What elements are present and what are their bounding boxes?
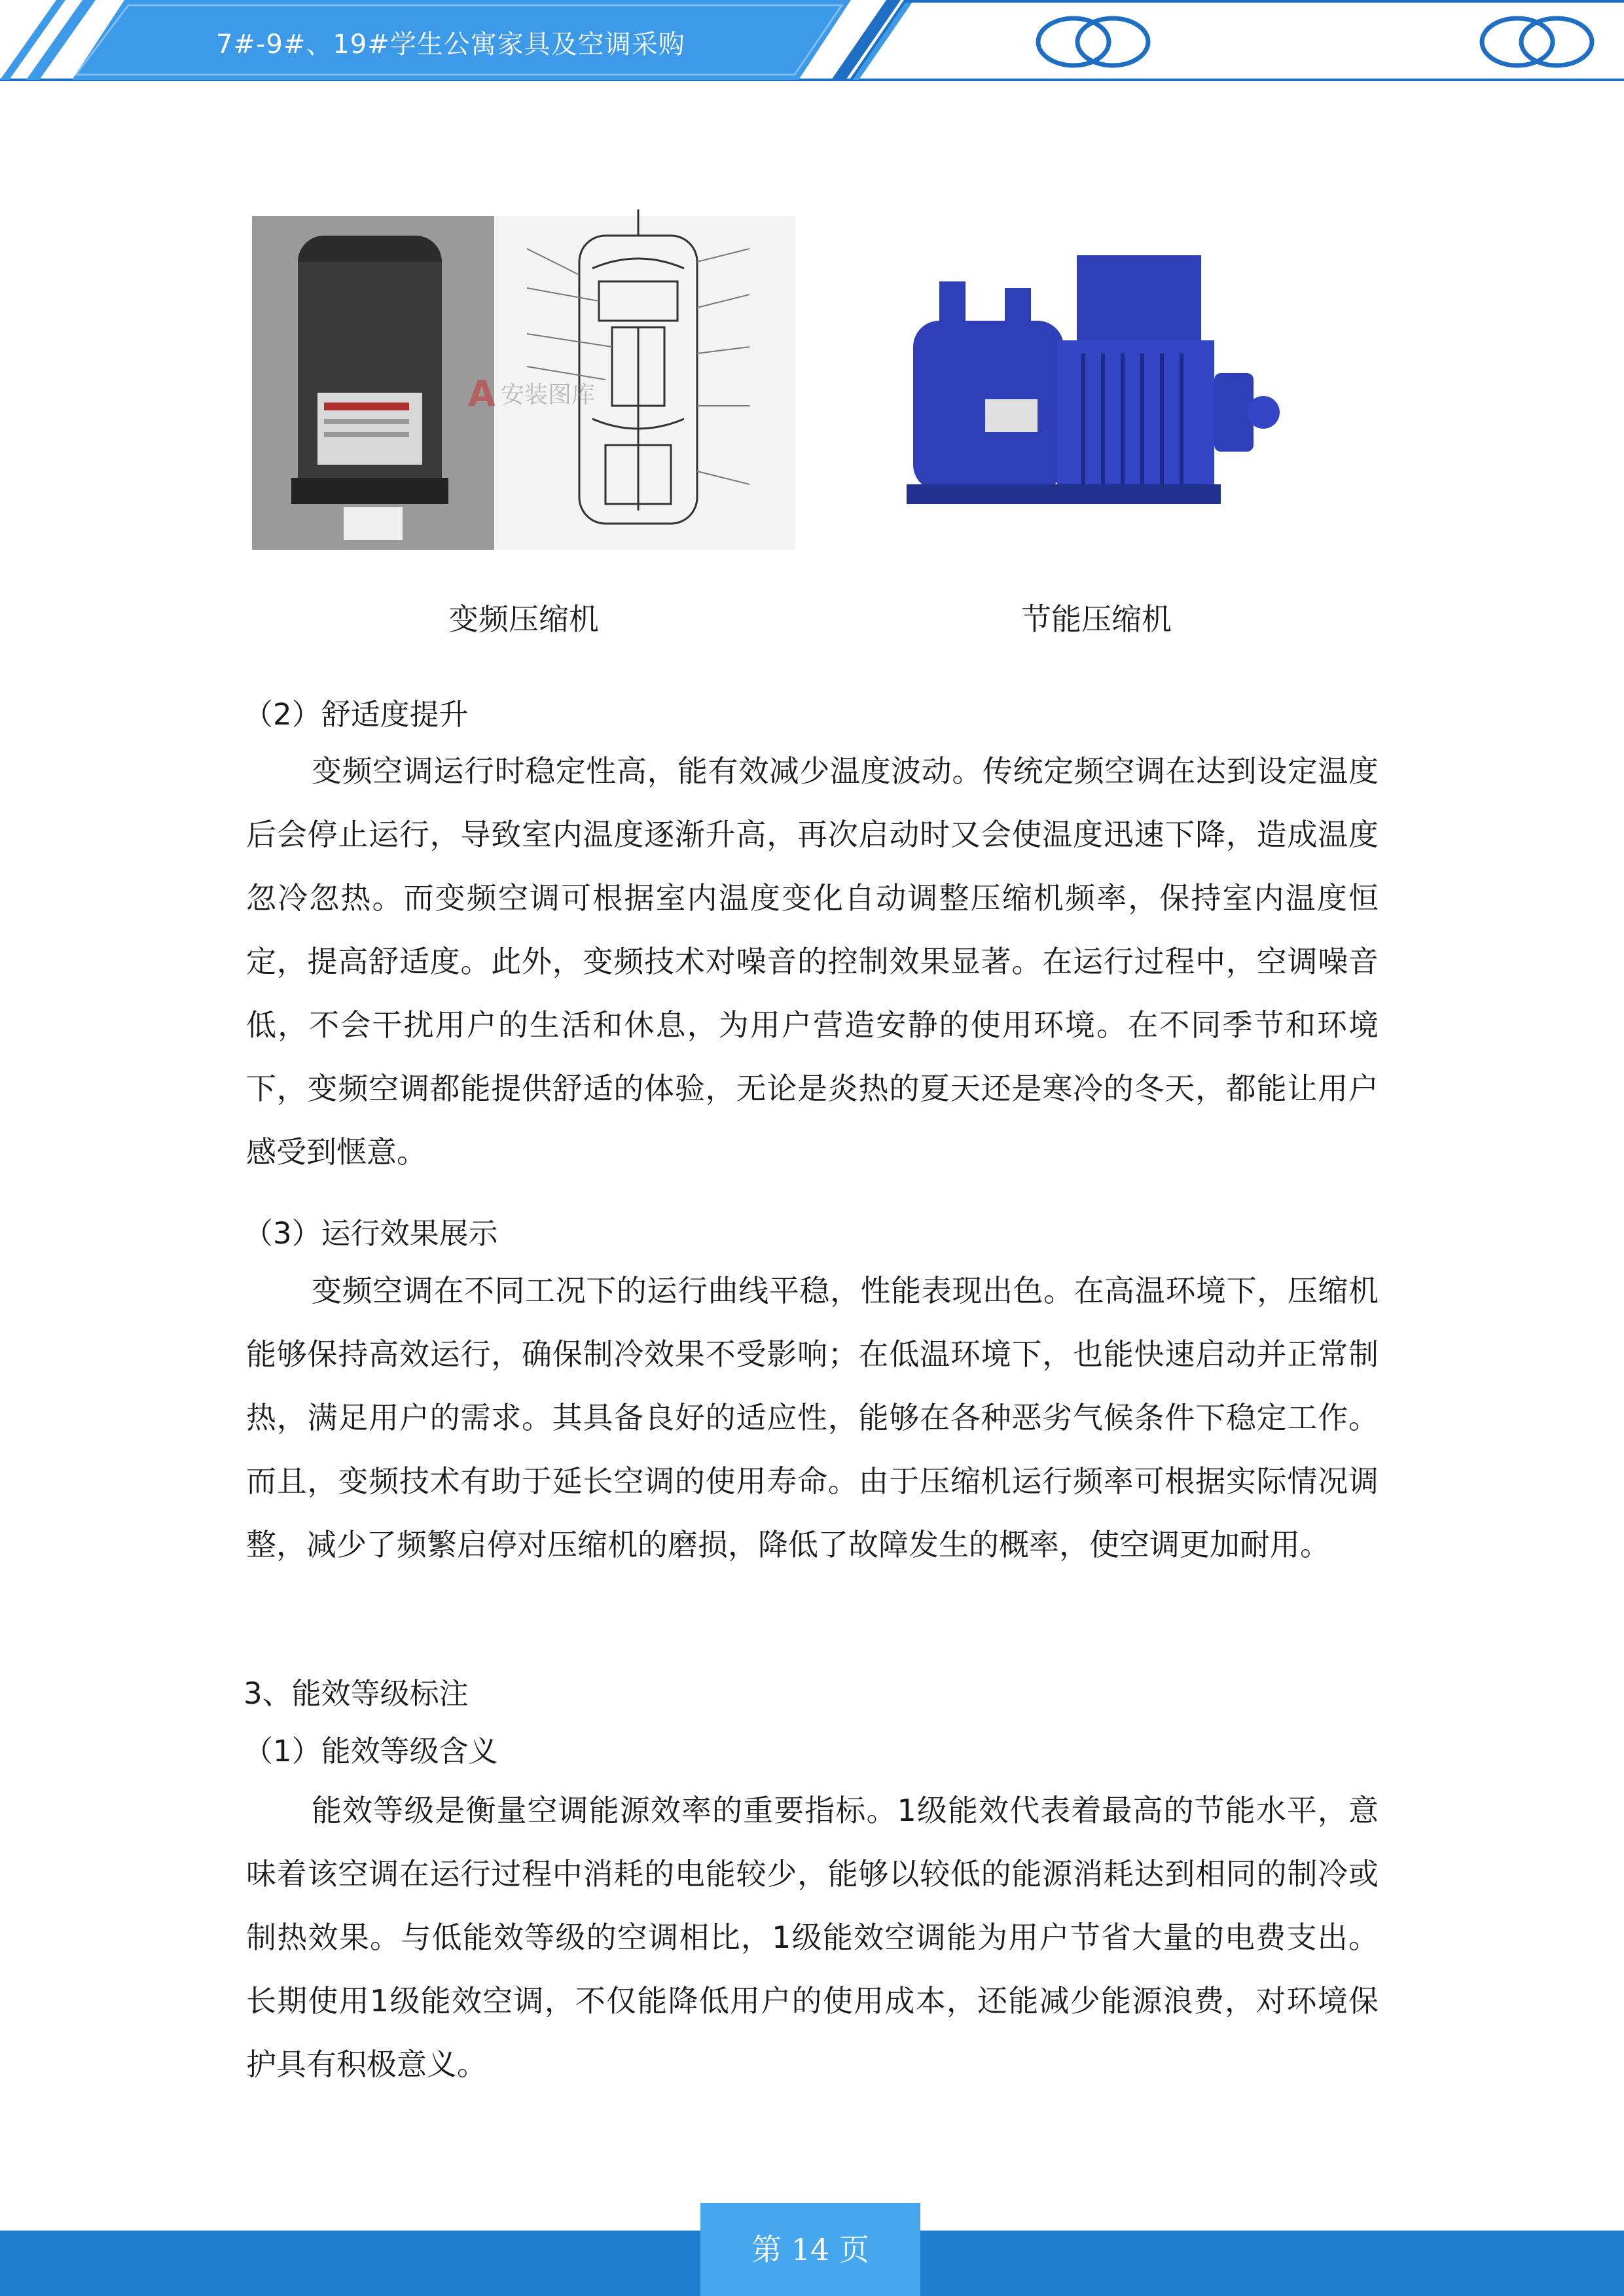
paragraph-efficiency-meaning: 能效等级是衡量空调能源效率的重要指标。1级能效代表着最高的节能水平，意味着该空调在运行过程中消耗的电能较少，能够以较低的能源消耗达到相同的制冷或制热效果。与低能效等级的空调相比，1级能效空调能为用户节省大量的电费支出。长期使用1级能效空调，不仅能降低用户的使用成本，还能减少能源浪费，对环境保护具有积极意义。 — [246, 1793, 1379, 2082]
figure-energy-saving-compressor — [887, 242, 1299, 537]
section-heading-efficiency-meaning: （1）能效等级含义 — [244, 1734, 498, 1768]
svg-text:A: A — [468, 373, 496, 414]
section-heading-comfort: （2）舒适度提升 — [244, 697, 469, 732]
figure-variable-compressor — [252, 196, 795, 569]
figure-caption-variable-compressor: 变频压缩机 — [448, 601, 599, 637]
scroll-compressor-diagram-image — [252, 196, 795, 569]
paragraph-performance: 变频空调在不同工况下的运行曲线平稳，性能表现出色。在高温环境下，压缩机能够保持高效运行，确保制冷效果不受影响；在低温环境下，也能快速启动并正常制热，满足用户的需求。其具备良好的适应性，能够在各种恶劣气候条件下稳定工作。而且，变频技术有助于延长空调的使用寿命。由于压缩机运行频率可根据实际情况调整，减少了频繁启停对压缩机的磨损，降低了故障发生的概率，使空调更加耐用。 — [246, 1273, 1379, 1562]
section-heading-energy-efficiency: 3、能效等级标注 — [244, 1676, 469, 1711]
double-ring-logo-icon — [1038, 18, 1148, 65]
section-heading-performance: （3）运行效果展示 — [244, 1216, 498, 1251]
figure-caption-energy-saving-compressor: 节能压缩机 — [1021, 601, 1172, 637]
page-header — [0, 0, 1624, 85]
watermark-text: 安装图库 — [501, 382, 596, 408]
page-number: 第 14 页 — [700, 2203, 920, 2296]
blue-semi-hermetic-compressor-image — [887, 242, 1299, 537]
paragraph-comfort: 变频空调运行时稳定性高，能有效减少温度波动。传统定频空调在达到设定温度后会停止运行，导致室内温度逐渐升高，再次启动时又会使温度迅速下降，造成温度忽冷忽热。而变频空调可根据室内温度变化自动调整压缩机频率，保持室内温度恒定，提高舒适度。此外，变频技术对噪音的控制效果显著。在运行过程中，空调噪音低，不会干扰用户的生活和休息，为用户营造安静的使用环境。在不同季节和环境下，变频空调都能提供舒适的体验，无论是炎热的夏天还是寒冷的冬天，都能让用户感受到惬意。 — [246, 753, 1379, 1170]
header-title: 7#-9#、19#学生公寓家具及空调采购 — [216, 29, 685, 60]
double-ring-logo-icon — [1482, 18, 1592, 65]
